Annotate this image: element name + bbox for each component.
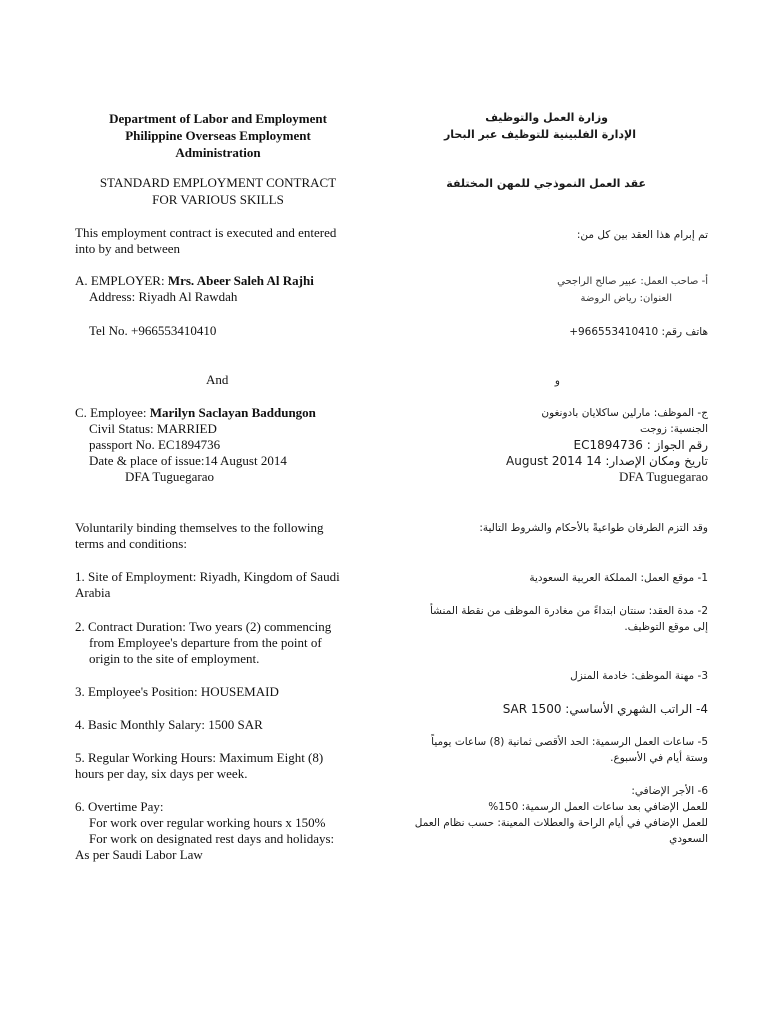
employee-place-arabic: DFA Tuguegarao <box>619 469 708 484</box>
term-salary-english: 4. Basic Monthly Salary: 1500 SAR <box>75 717 263 732</box>
header-en-line3: Administration <box>175 145 261 160</box>
header-en-line2: Philippine Overseas Employment <box>125 128 311 143</box>
employee-issue-place: DFA Tuguegarao <box>125 469 214 484</box>
employee-issue-arabic: تاريخ ومكان الإصدار: 14 August 2014 <box>506 454 708 468</box>
and-english: And <box>206 372 229 387</box>
employer-address-arabic: العنوان: رياض الروضة <box>580 293 672 304</box>
term-overtime-arabic-line1: 6- الأجر الإضافي: <box>631 785 708 797</box>
term-site-line1: 1. Site of Employment: Riyadh, Kingdom of Saudi <box>75 569 340 584</box>
header-ar-line1: وزارة العمل والتوظيف <box>485 111 608 124</box>
employer-address: Address: Riyadh Al Rawdah <box>89 289 238 304</box>
employee-name-arabic: ج- الموظف: مارلين ساكلايان بادونغون <box>541 407 708 419</box>
term-overtime-line2: For work over regular working hours x 150% <box>89 815 326 830</box>
term-hours-line1: 5. Regular Working Hours: Maximum Eight (8) <box>75 750 324 765</box>
term-hours-arabic-line2: وستة أيام في الأسبوع. <box>610 752 708 764</box>
term-site-line2: Arabia <box>75 585 111 600</box>
term-site-english <box>75 569 340 601</box>
term-position-arabic: 3- مهنة الموظف: خادمة المنزل <box>570 670 708 682</box>
term-site-arabic: 1- موقع العمل: المملكة العربية السعودية <box>529 572 708 584</box>
employer-name-arabic: أ- صاحب العمل: عبير صالح الراجحي <box>557 276 708 287</box>
term-overtime-english <box>75 799 334 863</box>
term-salary-arabic: 4- الراتب الشهري الأساسي: SAR 1500 <box>502 702 708 716</box>
employee-prefix: C. Employee: <box>75 405 150 420</box>
term-duration-line2: from Employee's departure from the point of <box>89 635 322 650</box>
term-duration-arabic-line1: 2- مدة العقد: سنتان ابتداءً من مغادرة الموظف من نقطة المنشأ <box>429 605 708 617</box>
binding-english <box>75 520 324 552</box>
term-overtime-arabic-line4: السعودي <box>669 833 708 845</box>
employer-tel-arabic: هاتف رقم: 966553410410+ <box>569 326 708 338</box>
term-overtime-arabic-line2: للعمل الإضافي بعد ساعات العمل الرسمية: 150% <box>488 801 708 813</box>
term-overtime-arabic-line3: للعمل الإضافي في أيام الراحة والعطلات المعينة: حسب نظام العمل <box>414 817 708 829</box>
employee-civil-status: Civil Status: MARRIED <box>89 421 217 436</box>
header-ar-line2: الإدارة الفلبينية للتوظيف عبر البحار <box>443 128 636 141</box>
employee-passport: passport No. EC1894736 <box>89 437 221 452</box>
binding-arabic: وقد التزم الطرفان طواعيةً بالأحكام والشروط التالية: <box>479 522 708 534</box>
term-duration-english <box>75 619 331 667</box>
binding-en-line1: Voluntarily binding themselves to the following <box>75 520 324 535</box>
term-hours-arabic-line1: 5- ساعات العمل الرسمية: الحد الأقصى ثمانية (8) ساعات يومياً <box>431 736 708 748</box>
employee-issue-date: Date & place of issue:14 August 2014 <box>89 453 287 468</box>
intro-english <box>75 225 336 257</box>
employee-passport-arabic: رقم الجواز : EC1894736 <box>573 438 708 452</box>
term-hours-english <box>75 750 323 782</box>
employer-tel: Tel No. +966553410410 <box>89 323 217 338</box>
employee-english <box>75 405 316 485</box>
term-overtime-line1: 6. Overtime Pay: <box>75 799 164 814</box>
title-en-line2: FOR VARIOUS SKILLS <box>152 192 284 207</box>
employer-english <box>75 273 314 305</box>
employee-name: Marilyn Saclayan Baddungon <box>149 405 316 420</box>
contract-title-english <box>80 174 356 208</box>
intro-arabic: تم إبرام هذا العقد بين كل من: <box>576 229 708 241</box>
contract-title-arabic: عقد العمل النموذجي للمهن المختلفة <box>446 177 646 190</box>
intro-en-line2: into by and between <box>75 241 181 256</box>
term-duration-line1: 2. Contract Duration: Two years (2) commencing <box>75 619 332 634</box>
header-en-line1: Department of Labor and Employment <box>109 111 327 126</box>
header-english <box>80 110 356 161</box>
term-duration-line3: origin to the site of employment. <box>89 651 260 666</box>
intro-en-line1: This employment contract is executed and entered <box>75 225 337 240</box>
title-en-line1: STANDARD EMPLOYMENT CONTRACT <box>99 175 337 190</box>
and-arabic: و <box>554 375 560 387</box>
term-position-english: 3. Employee's Position: HOUSEMAID <box>75 684 279 699</box>
term-hours-line2: hours per day, six days per week. <box>75 766 248 781</box>
employee-nationality-arabic: الجنسية: زوجت <box>639 423 708 435</box>
term-overtime-line3: For work on designated rest days and holidays: <box>89 831 335 846</box>
employer-name: Mrs. Abeer Saleh Al Rajhi <box>167 273 314 288</box>
employer-prefix: A. EMPLOYER: <box>75 273 168 288</box>
term-duration-arabic-line2: إلى موقع التوظيف. <box>624 621 708 633</box>
binding-en-line2: terms and conditions: <box>75 536 187 551</box>
term-overtime-line4: As per Saudi Labor Law <box>75 847 203 862</box>
